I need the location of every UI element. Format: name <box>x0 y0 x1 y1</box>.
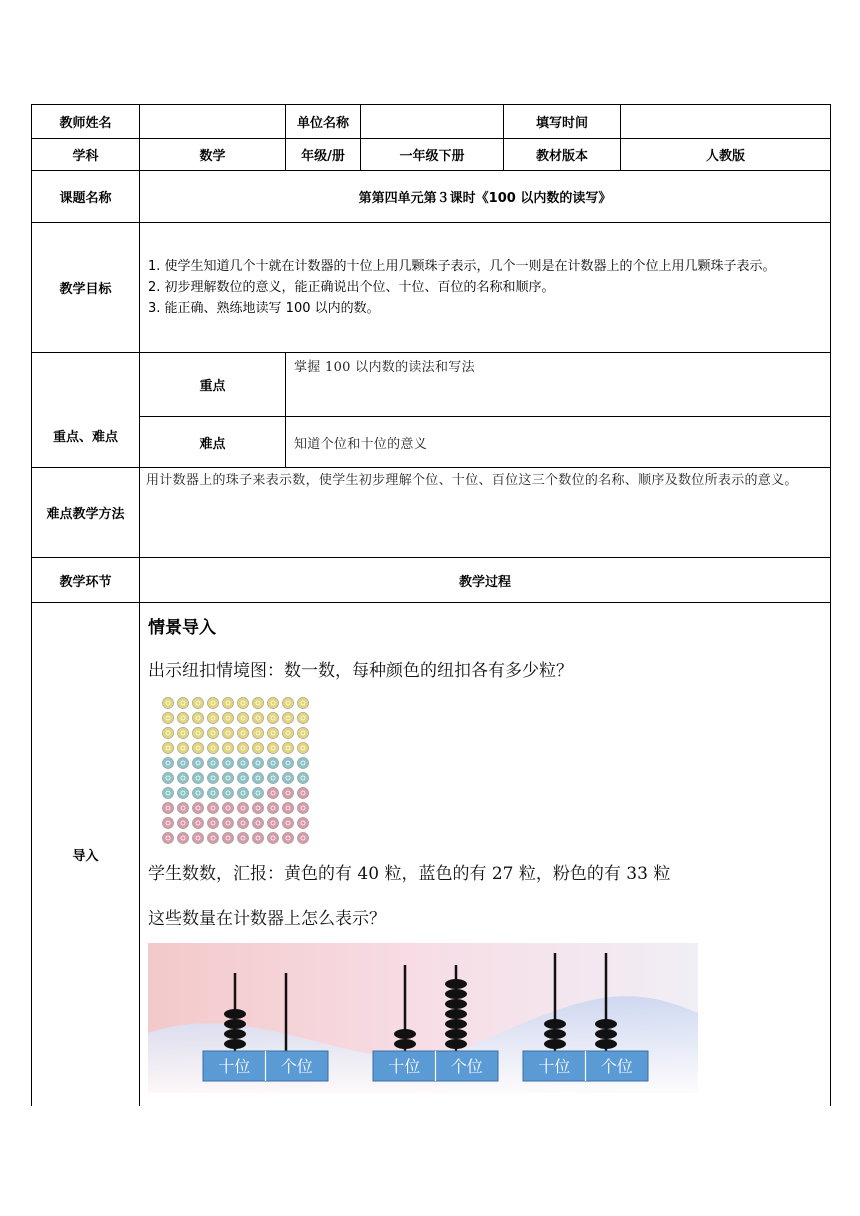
button-dot <box>207 817 218 828</box>
abacus-bead <box>445 999 467 1009</box>
button-dot <box>192 727 203 738</box>
button-dot <box>222 727 233 738</box>
abacus-bead <box>445 979 467 989</box>
button-dot <box>282 802 293 813</box>
button-dot <box>297 712 308 723</box>
difficult-point-value: 知道个位和十位的意义 <box>286 417 831 468</box>
fill-time-label: 填写时间 <box>504 105 621 139</box>
goals-label: 教学目标 <box>32 223 140 353</box>
button-dot <box>297 757 308 768</box>
key-point-label: 重点 <box>140 353 286 417</box>
button-dot <box>282 757 293 768</box>
button-dot <box>192 787 203 798</box>
button-dot <box>237 742 248 753</box>
process-content <box>140 603 831 1107</box>
button-dot <box>297 697 308 708</box>
button-dot <box>237 787 248 798</box>
abacus-bead <box>224 1019 246 1029</box>
lesson-plan-table <box>31 104 831 1106</box>
button-dot <box>177 772 188 783</box>
difficult-point-label: 难点 <box>140 417 286 468</box>
button-dot <box>162 712 173 723</box>
button-dot <box>267 757 278 768</box>
button-dot <box>192 772 203 783</box>
button-dot <box>192 757 203 768</box>
tens-place-label: 十位 <box>388 1057 421 1076</box>
button-dot <box>297 742 308 753</box>
button-dot <box>162 802 173 813</box>
button-dot <box>177 697 188 708</box>
button-dot <box>192 817 203 828</box>
ones-place-label: 个位 <box>600 1057 633 1076</box>
button-dot <box>267 832 278 843</box>
button-dot <box>222 712 233 723</box>
button-dot <box>252 757 263 768</box>
button-dot <box>252 787 263 798</box>
button-dot <box>282 697 293 708</box>
button-dot <box>252 697 263 708</box>
abacus-figure <box>148 943 698 1093</box>
button-dot <box>297 802 308 813</box>
abacus-bead <box>595 1019 617 1029</box>
button-dot <box>192 832 203 843</box>
edition-value: 人教版 <box>621 139 831 171</box>
tens-place-label: 十位 <box>538 1057 571 1076</box>
paragraph-buttons: 出示纽扣情境图：数一数，每种颜色的纽扣各有多少粒？ <box>148 661 573 681</box>
button-dot <box>267 772 278 783</box>
button-dot <box>237 757 248 768</box>
focus-label: 重点、难点 <box>32 353 140 468</box>
button-dot <box>222 832 233 843</box>
button-dot <box>222 802 233 813</box>
button-dot <box>162 772 173 783</box>
button-dot <box>162 727 173 738</box>
goal-item: 1. 使学生知道几个十就在计数器的十位上用几颗珠子表示，几个一则是在计数器上的个位上用几颗珠子表示。 <box>148 259 776 274</box>
abacus-bead <box>544 1019 566 1029</box>
button-dot <box>237 832 248 843</box>
button-dot <box>237 697 248 708</box>
abacus-bead <box>445 1009 467 1019</box>
button-dot <box>207 757 218 768</box>
button-dot <box>177 802 188 813</box>
goal-item: 3. 能正确、熟练地读写 100 以内的数。 <box>148 301 380 316</box>
button-dot <box>267 712 278 723</box>
button-dot <box>207 832 218 843</box>
button-dot <box>162 697 173 708</box>
button-dot <box>192 802 203 813</box>
button-dot <box>222 697 233 708</box>
button-dot <box>177 787 188 798</box>
paragraph-question: 这些数量在计数器上怎么表示？ <box>148 909 386 929</box>
topic-label: 课题名称 <box>32 171 140 223</box>
abacus-bead <box>224 1029 246 1039</box>
abacus-bead <box>394 1039 416 1049</box>
button-dot <box>207 697 218 708</box>
goals-content <box>140 223 831 353</box>
button-dot <box>267 802 278 813</box>
button-dot <box>222 772 233 783</box>
button-dot <box>162 817 173 828</box>
button-dot <box>252 712 263 723</box>
button-dot <box>252 817 263 828</box>
teacher-name-label: 教师姓名 <box>32 105 140 139</box>
button-dot <box>297 772 308 783</box>
abacus-bead <box>445 1019 467 1029</box>
button-dot <box>267 727 278 738</box>
button-dot <box>162 787 173 798</box>
button-dot <box>252 772 263 783</box>
key-point-value: 掌握 100 以内数的读法和写法 <box>286 353 831 417</box>
process-header: 教学过程 <box>140 558 831 603</box>
button-dot <box>252 727 263 738</box>
abacus-bead <box>224 1009 246 1019</box>
tens-place-label: 十位 <box>218 1057 251 1076</box>
button-dot <box>222 817 233 828</box>
fill-time-value[interactable] <box>621 105 831 139</box>
button-dot <box>267 742 278 753</box>
subject-label: 学科 <box>32 139 140 171</box>
button-dot <box>237 727 248 738</box>
button-dot <box>297 817 308 828</box>
button-dot <box>207 802 218 813</box>
edition-label: 教材版本 <box>504 139 621 171</box>
topic-value: 第第四单元第３课时《100 以内数的读写》 <box>140 171 831 223</box>
button-dot <box>207 787 218 798</box>
button-dot <box>252 802 263 813</box>
button-dot <box>282 817 293 828</box>
subject-value: 数学 <box>140 139 286 171</box>
grade-label: 年级/册 <box>286 139 361 171</box>
abacus-bead <box>544 1039 566 1049</box>
button-dot <box>297 787 308 798</box>
button-dot <box>282 727 293 738</box>
button-dot <box>192 697 203 708</box>
abacus-bead <box>544 1029 566 1039</box>
button-dot <box>177 727 188 738</box>
abacus-bead <box>445 1039 467 1049</box>
button-dot <box>237 802 248 813</box>
goal-item: 2. 初步理解数位的意义，能正确说出个位、十位、百位的名称和顺序。 <box>148 280 555 295</box>
button-dot <box>282 742 293 753</box>
button-dot <box>237 712 248 723</box>
button-dot <box>267 787 278 798</box>
button-dot <box>192 712 203 723</box>
button-dot <box>162 757 173 768</box>
unit-name-value[interactable] <box>361 105 504 139</box>
abacus-bead <box>595 1039 617 1049</box>
button-dot <box>222 742 233 753</box>
button-dot <box>267 697 278 708</box>
unit-name-label: 单位名称 <box>286 105 361 139</box>
button-dot <box>162 832 173 843</box>
buttons-figure <box>160 695 330 845</box>
ones-place-label: 个位 <box>280 1057 313 1076</box>
button-dot <box>207 742 218 753</box>
button-dot <box>222 757 233 768</box>
button-dot <box>282 787 293 798</box>
button-dot <box>207 772 218 783</box>
teacher-name-value[interactable] <box>140 105 286 139</box>
button-dot <box>252 742 263 753</box>
button-dot <box>237 772 248 783</box>
button-dot <box>192 742 203 753</box>
button-dot <box>207 727 218 738</box>
abacus-bead <box>224 1039 246 1049</box>
button-dot <box>282 772 293 783</box>
method-value: 用计数器上的珠子来表示数，使学生初步理解个位、十位、百位这三个数位的名称、顺序及数位所表示的意义。 <box>140 468 831 558</box>
paragraph-report: 学生数数，汇报：黄色的有 40 粒，蓝色的有 27 粒，粉色的有 33 粒 <box>148 864 671 884</box>
button-dot <box>177 757 188 768</box>
button-dot <box>177 832 188 843</box>
button-dot <box>282 712 293 723</box>
button-dot <box>177 712 188 723</box>
button-dot <box>267 817 278 828</box>
button-dot <box>297 832 308 843</box>
section-title: 情景导入 <box>148 618 216 638</box>
grade-value: 一年级下册 <box>361 139 504 171</box>
stage-header: 教学环节 <box>32 558 140 603</box>
button-dot <box>282 832 293 843</box>
abacus-bead <box>595 1029 617 1039</box>
stage-intro: 导入 <box>32 603 140 1107</box>
abacus-bead <box>445 989 467 999</box>
button-dot <box>237 817 248 828</box>
abacus-bead <box>394 1029 416 1039</box>
button-dot <box>297 727 308 738</box>
button-dot <box>252 832 263 843</box>
button-dot <box>162 742 173 753</box>
abacus-bead <box>445 1029 467 1039</box>
button-dot <box>222 787 233 798</box>
ones-place-label: 个位 <box>450 1057 483 1076</box>
button-dot <box>177 742 188 753</box>
button-dot <box>207 712 218 723</box>
method-label: 难点教学方法 <box>32 468 140 558</box>
button-dot <box>177 817 188 828</box>
